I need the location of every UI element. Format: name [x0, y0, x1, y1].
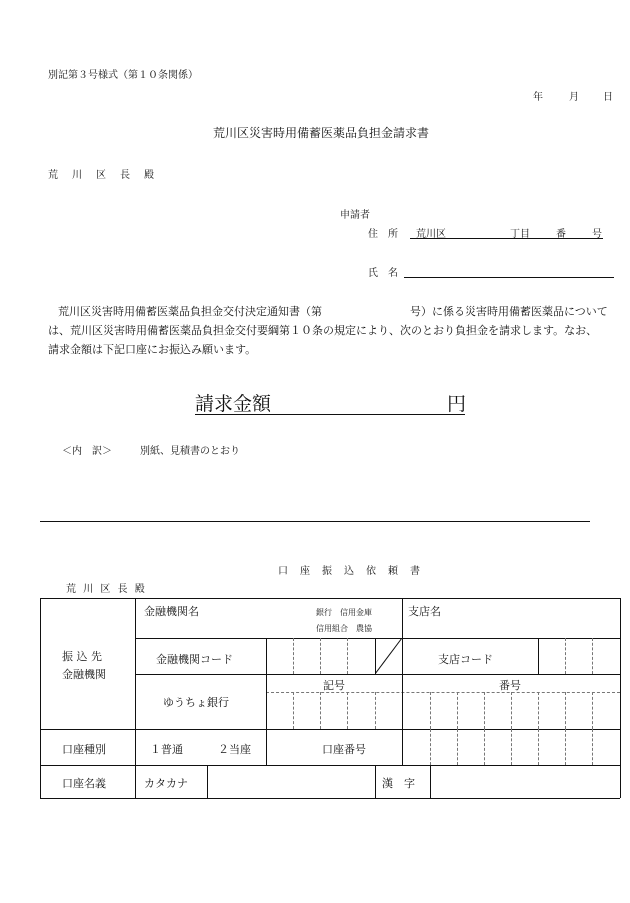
name-label: 氏 名	[368, 268, 398, 279]
body-line-3: 請求金額は下記口座にお振込み願います。	[48, 343, 257, 356]
transfer-title: 口 座 振 込 依 頼 書	[278, 566, 421, 577]
address-label: 住 所	[368, 229, 398, 240]
account-type-checking[interactable]: ２当座	[218, 743, 251, 756]
applicant-label: 申請者	[340, 210, 370, 221]
branch-name-field[interactable]	[450, 602, 615, 632]
amount-field[interactable]	[280, 388, 442, 412]
bank-code-field[interactable]	[267, 639, 375, 673]
address-ward: 荒川区	[416, 229, 446, 240]
branch-code-label: 支店コード	[438, 653, 493, 666]
dest-label-2: 金融機関	[62, 668, 106, 681]
branch-code-field[interactable]	[539, 639, 619, 673]
notice-number-field[interactable]	[352, 304, 406, 318]
date-day-label: 日	[603, 92, 613, 103]
bank-code-label: 金融機関コード	[156, 653, 233, 666]
form-number: 別記第３号様式（第１０条関係）	[48, 70, 198, 81]
bank-types-2: 信用組合 農協	[316, 624, 372, 633]
bango-field[interactable]	[403, 693, 619, 728]
body-line-2: は、荒川区災害時用備蓄医薬品負担金交付要綱第１０条の規定により、次のとおり負担金を請求します。なお、	[48, 324, 598, 337]
body-line-1a: 荒川区災害時用備蓄医薬品負担金交付決定通知書（第	[58, 305, 322, 318]
address-field[interactable]	[410, 224, 592, 238]
date-month-label: 月	[569, 92, 579, 103]
address-go: 号	[592, 229, 602, 240]
branch-name-label: 支店名	[408, 605, 441, 618]
bank-types-1: 銀行 信用金庫	[316, 608, 372, 617]
transfer-addressee: 荒 川 区 長 殿	[66, 584, 147, 595]
dest-label-1: 振 込 先	[62, 650, 102, 663]
breakdown-label: ＜内 訳＞	[62, 446, 112, 457]
address-chome: 丁目	[510, 229, 530, 240]
account-number-label: 口座番号	[322, 743, 366, 756]
address-ban: 番	[556, 229, 566, 240]
date-year-label: 年	[533, 92, 543, 103]
bank-name-field[interactable]	[212, 602, 312, 632]
account-name-label: 口座名義	[62, 777, 106, 790]
kigo-label: 記号	[323, 679, 345, 692]
kigo-field[interactable]	[267, 693, 401, 728]
yucho-label: ゆうちょ銀行	[163, 696, 229, 709]
bank-name-label: 金融機関名	[144, 605, 199, 618]
name-field[interactable]	[404, 262, 614, 277]
account-number-field[interactable]	[403, 730, 619, 764]
breakdown-text: 別紙、見積書のとおり	[140, 446, 240, 457]
bango-label: 番号	[499, 679, 521, 692]
katakana-field[interactable]	[208, 766, 374, 797]
amount-unit: 円	[447, 393, 467, 415]
addressee: 荒 川 区 長 殿	[48, 170, 156, 181]
page-title: 荒川区災害時用備蓄医薬品負担金請求書	[213, 126, 430, 140]
account-type-regular[interactable]: １普通	[150, 743, 183, 756]
kanji-field[interactable]	[431, 766, 619, 797]
amount-label: 請求金額	[195, 393, 272, 415]
account-type-label: 口座種別	[62, 743, 106, 756]
katakana-label: カタカナ	[144, 777, 188, 790]
section-divider	[40, 521, 590, 522]
kanji-label: 漢 字	[382, 777, 415, 790]
body-line-1b: 号）に係る災害時用備蓄医薬品について	[410, 305, 608, 318]
code-slash	[375, 638, 403, 674]
